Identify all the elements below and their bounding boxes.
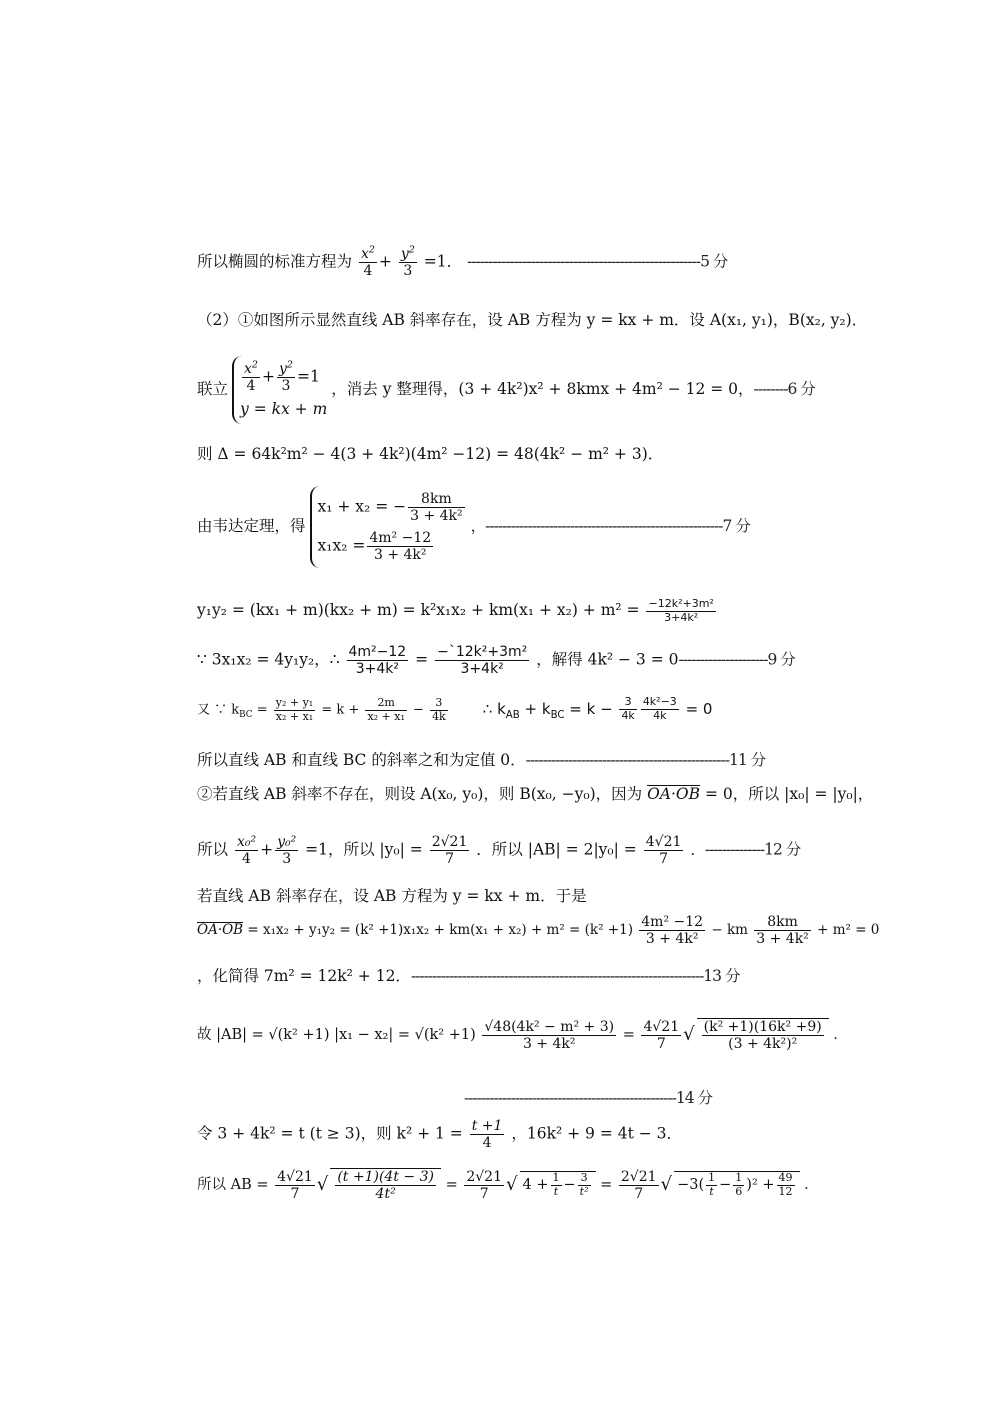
line-condition: ∵ 3x₁x₂ = 4y₁y₂，∴ $\frac{\text{4m²−12}}{\text{3+4k²}}$ = $\frac{\text{−`12k²+3m²}}{\text{3+4k²}}$ ，解得 4k² − 3 = 0---------------------9 分 bbox=[197, 644, 795, 678]
line-slope-sum: 又 ∵ $k_{BC}$ = $\frac{\text{y₂ + y₁}}{\text{x₂ + x₁}}$ = k + $\frac{2m}{\text{x₂ + x₁}}$ − $\frac{3}{4k}$ ∴ $k_{AB} + k_{BC} = k$ − $\frac{3}{4k}$ $\frac{\text{4k²−3}}{4k}$ = 0 bbox=[197, 695, 713, 723]
line-ellipse-equation: 所以椭圆的标准方程为 $\frac{x^2}{4}$ + $\frac{y^2}{3}$ =1． -------------------------------------------------------5 分 bbox=[197, 244, 728, 280]
score-14: --------------------------------------------------14 分 bbox=[464, 1089, 713, 1107]
vieta-system: x₁ + x₂ = − $\frac{8km}{\text{3 + 4k²}}$ x₁x₂ = $\frac{\text{4m² −12}}{\text{3 + 4k²}}$ bbox=[310, 486, 467, 568]
line-discriminant: 则 Δ = 64k²m² − 4(3 + 4k²)(4m² −12) = 48(4k² − m² + 3)． bbox=[197, 445, 664, 463]
score-13: ---------------------------------------------------------------------13 分 bbox=[410, 967, 740, 985]
equation-system: $\frac{x^2}{4}$ + $\frac{y^2}{3}$ =1 y = kx + m bbox=[232, 356, 327, 424]
score-14-line bbox=[464, 1086, 864, 1110]
line-case3-intro: 若直线 AB 斜率存在，设 AB 方程为 y = kx + m．于是 bbox=[197, 887, 587, 905]
line-y1y2: y₁y₂ = (kx₁ + m)(kx₂ + m) = k²x₁x₂ + km(x₁ + x₂) + m² = $\frac{\text{−12k²+3m²}}{\text{3+4k²}}$ bbox=[197, 597, 714, 624]
score-6: --------6 分 bbox=[753, 379, 815, 398]
line-case2-intro: ②若直线 AB 斜率不存在，则设 A(x₀, y₀)，则 B(x₀, −y₀)，因为 OA·OB = 0，所以 |x₀| = |y₀|， bbox=[197, 785, 874, 803]
score-11: ------------------------------------------------11 分 bbox=[525, 751, 766, 769]
score-12: ．--------------12 分 bbox=[690, 840, 801, 859]
score-5: -------------------------------------------------------5 分 bbox=[467, 252, 728, 271]
line-part2-intro: （2）①如图所示显然直线 AB 斜率存在，设 AB 方程为 y = kx + m．设 A(x₁, y₁)，B(x₂, y₂)． bbox=[197, 311, 868, 329]
line-ab-final: 所以 AB = $\frac{4√21}{7}$ √ $\frac{(t +1)(4t - 3)}{\text{4t²}}$ = $\frac{2√21}{7}$ √ 4 + $\frac{1}{t}$ − $\frac{3}{\text{t²}}$ = $\frac{2√21}{7}$ √ −3( $\frac{1}{t}$ − $\frac{1}{6}$ )² + $\frac{49}{12}$ ． bbox=[197, 1168, 819, 1203]
line-conclusion-1: 所以直线 AB 和直线 BC 的斜率之和为定值 0．------------------------------------------------11 分 bbox=[197, 751, 766, 769]
line-system-combine: 联立 $\frac{x^2}{4}$ + $\frac{y^2}{3}$ =1 y = kx + m ，消去 y 整理得，(3 + 4k²)x² + 8kmx + 4m² − 12 = 0，--------6 分 bbox=[197, 356, 837, 424]
score-9: ---------------------9 分 bbox=[678, 650, 795, 669]
line-ab-length-general: 故 |AB| = √(k² +1) |x₁ − x₂| = √(k² +1) $\frac{\text{√48(4k² − m² + 3)}}{\text{3 + 4k²}}$ = $\frac{4√21}{7}$ √ $\frac{\text{(k² +1)(16k² +9)}}{\text{(3 + 4k²)²}}$ ． bbox=[197, 1018, 848, 1053]
line-dot-product: OA·OB = x₁x₂ + y₁y₂ = (k² +1)x₁x₂ + km(x₁ + x₂) + m² = (k² +1) $\frac{\text{4m² −12}}{\text{3 + 4k²}}$ − km $\frac{8km}{\text{3 + 4k²}}$ + m² = 0 bbox=[197, 914, 880, 948]
line-ab-length-vertical: 所以 $\frac{\text{x₀²}}{4}$ + $\frac{\text{y₀²}}{3}$ =1，所以 |y₀| = $\frac{2√21}{7}$ ．所以 |AB| = 2|y₀| = $\frac{4√21}{7}$ ．--------------12 分 bbox=[197, 834, 801, 868]
line-substitution: 令 3 + 4k² = t (t ≥ 3)，则 k² + 1 = $\frac{t +1}{4}$ ，16k² + 9 = 4t − 3． bbox=[197, 1118, 683, 1152]
line-vieta: 由韦达定理，得 x₁ + x₂ = − $\frac{8km}{\text{3 + 4k²}}$ x₁x₂ = $\frac{\text{4m² −12}}{\text{3 + 4k²}}$ ，--------------------------------------------------------7 分 bbox=[197, 486, 837, 568]
score-7: ，--------------------------------------------------------7 分 bbox=[470, 517, 750, 536]
line-simplify: ，化简得 7m² = 12k² + 12．---------------------------------------------------------------------13 分 bbox=[197, 967, 740, 985]
